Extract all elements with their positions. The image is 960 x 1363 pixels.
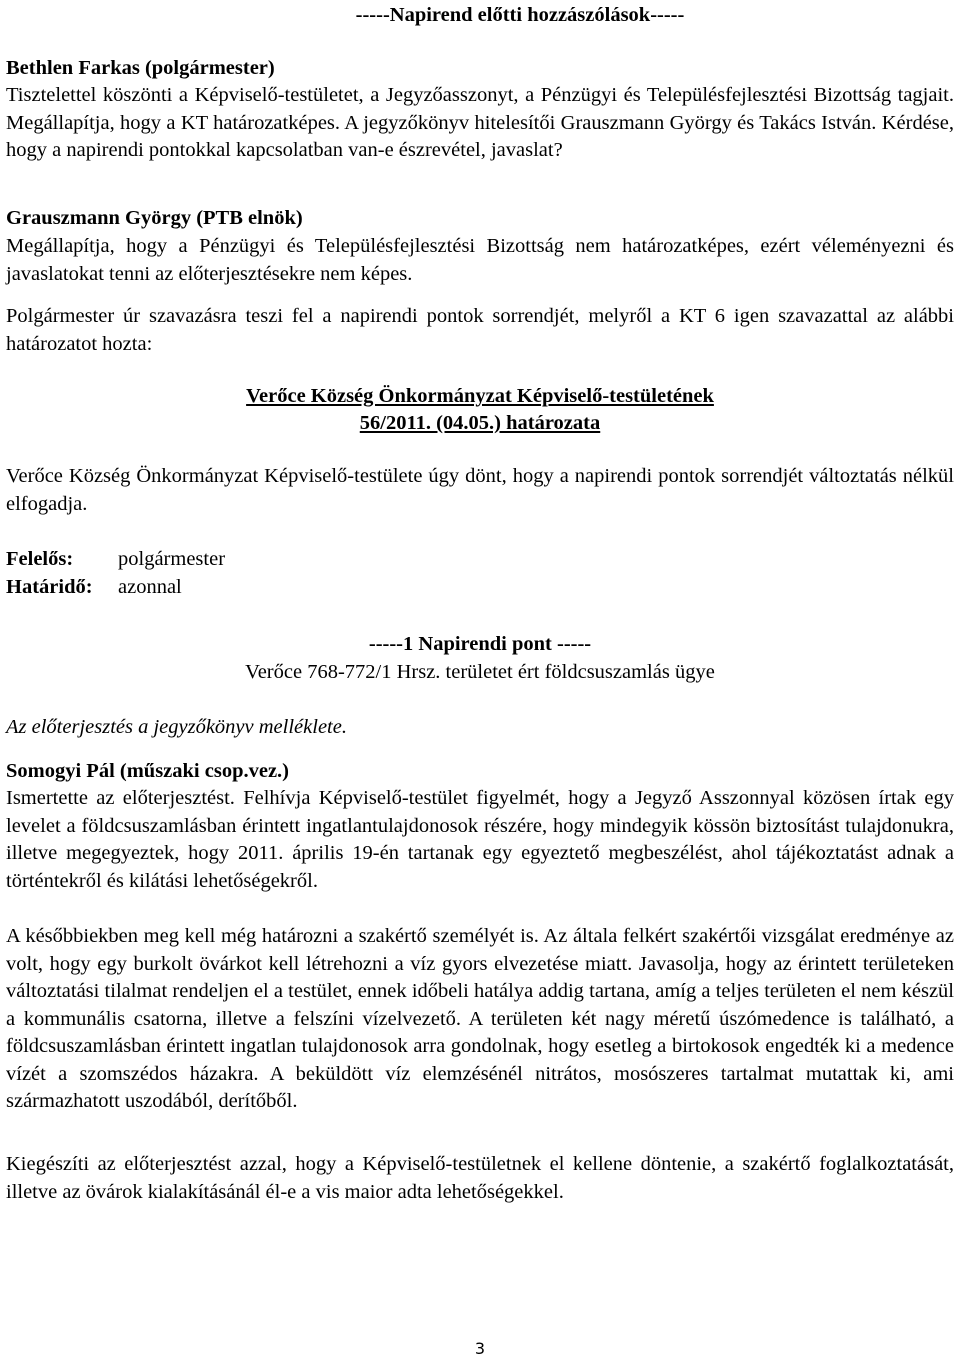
agenda-paragraph-1: Ismertette az előterjesztést. Felhívja Képviselő-testület figyelmét, hogy a Jegyző Asszonnyal közösen írtak egy levelet a földcsuszamlásban érintett ingatlantulajdonosok részére, hogy mindegyik kössön biztosítást tulajdonukra, illetve megegyeztek, hogy 2011. április 19-én tartanak egy egyeztető megbeszélést, ahol tájékoztatást adnak a történtekről és kilátási lehetőségekről. (6, 787, 954, 892)
vote-statement: Polgármester úr szavazásra teszi fel a napirendi pontok sorrendjét, melyről a KT 6 igen szavazattal az alábbi határozatot hozta: (6, 305, 954, 355)
mayor-remarks: Tisztelettel köszönti a Képviselő-testületet, a Jegyzőasszonyt, a Pénzügyi és Településfejlesztési Bizottság tagjait. Megállapítja, hogy a KT határozatképes. A jegyzőkönyv hitelesítői Grauszmann György és Takács István. Kérdése, hogy a napirendi pontokkal kapcsolatban van-e észrevétel, javaslat? (6, 84, 954, 161)
responsible-row (6, 546, 954, 574)
resolution-title-line2: 56/2011. (04.05.) határozata (359, 412, 601, 434)
agenda-heading: -----1 Napirendi pont ----- (368, 633, 592, 655)
ptb-chair-remarks: Megállapítja, hogy a Pénzügyi és Településfejlesztési Bizottság nem határozatképes, ezért véleményezni és javaslatokat tenni az előterjesztésekre nem képes. (6, 235, 954, 285)
agenda-paragraph-3: Kiegészíti az előterjesztést azzal, hogy a Képviselő-testületnek el kellene döntenie, a szakértő foglalkoztatását, illetve az övárok kialakításánál él-e a vis maior adta lehetőségekkel. (6, 1153, 954, 1203)
speaker-mayor: Bethlen Farkas (polgármester) (6, 57, 275, 79)
responsible-label: Felelős: (6, 548, 74, 570)
resolution-title-line1: Verőce Község Önkormányzat Képviselő-testületének (246, 385, 714, 407)
speaker-ptb-chair: Grauszmann György (PTB elnök) (6, 207, 303, 229)
section-heading: -----Napirend előtti hozzászólások----- (355, 4, 685, 26)
page-number: 3 (474, 1339, 486, 1358)
deadline-value: azonnal (118, 576, 182, 598)
deadline-row (6, 574, 954, 602)
speaker-technical-lead: Somogyi Pál (műszaki csop.vez.) (6, 760, 289, 782)
agenda-subject: Verőce 768-772/1 Hrsz. területet ért földcsuszamlás ügye (245, 661, 715, 683)
attachment-note: Az előterjesztés a jegyzőkönyv melléklete. (6, 716, 347, 738)
resolution-text: Verőce Község Önkormányzat Képviselő-testülete úgy dönt, hogy a napirendi pontok sorrendjét változtatás nélkül elfogadja. (6, 465, 954, 515)
agenda-paragraph-2: A későbbiekben meg kell még határozni a szakértő személyét is. Az általa felkért szakértői vizsgálat eredménye az volt, hogy egy burkolt övárkot kell létrehozni a víz gyors elvezetése miatt. Javasolja, hogy az érintett területeken változtatási tilalmat rendeljen el a testület, ennek időbeli hatálya addig tartana, amíg a teljes területen el nem készül a kommunális csatorna, illetve a felszíni vízelvezető. A területen két nagy méretű úszómedence is található, a földcsuszamlásban érintett ingatlan tulajdonosok arra gondolnak, hogy esetleg a birtokosok engedték ki a medence vízét a szomszédos házakra. A beküldött víz elemzésénél nitrátos, mosószeres tartalmat mutattak ki, ami származhatott uszodából, derítőből. (6, 925, 954, 1112)
responsible-value: polgármester (118, 548, 226, 570)
deadline-label: Határidő: (6, 576, 93, 598)
